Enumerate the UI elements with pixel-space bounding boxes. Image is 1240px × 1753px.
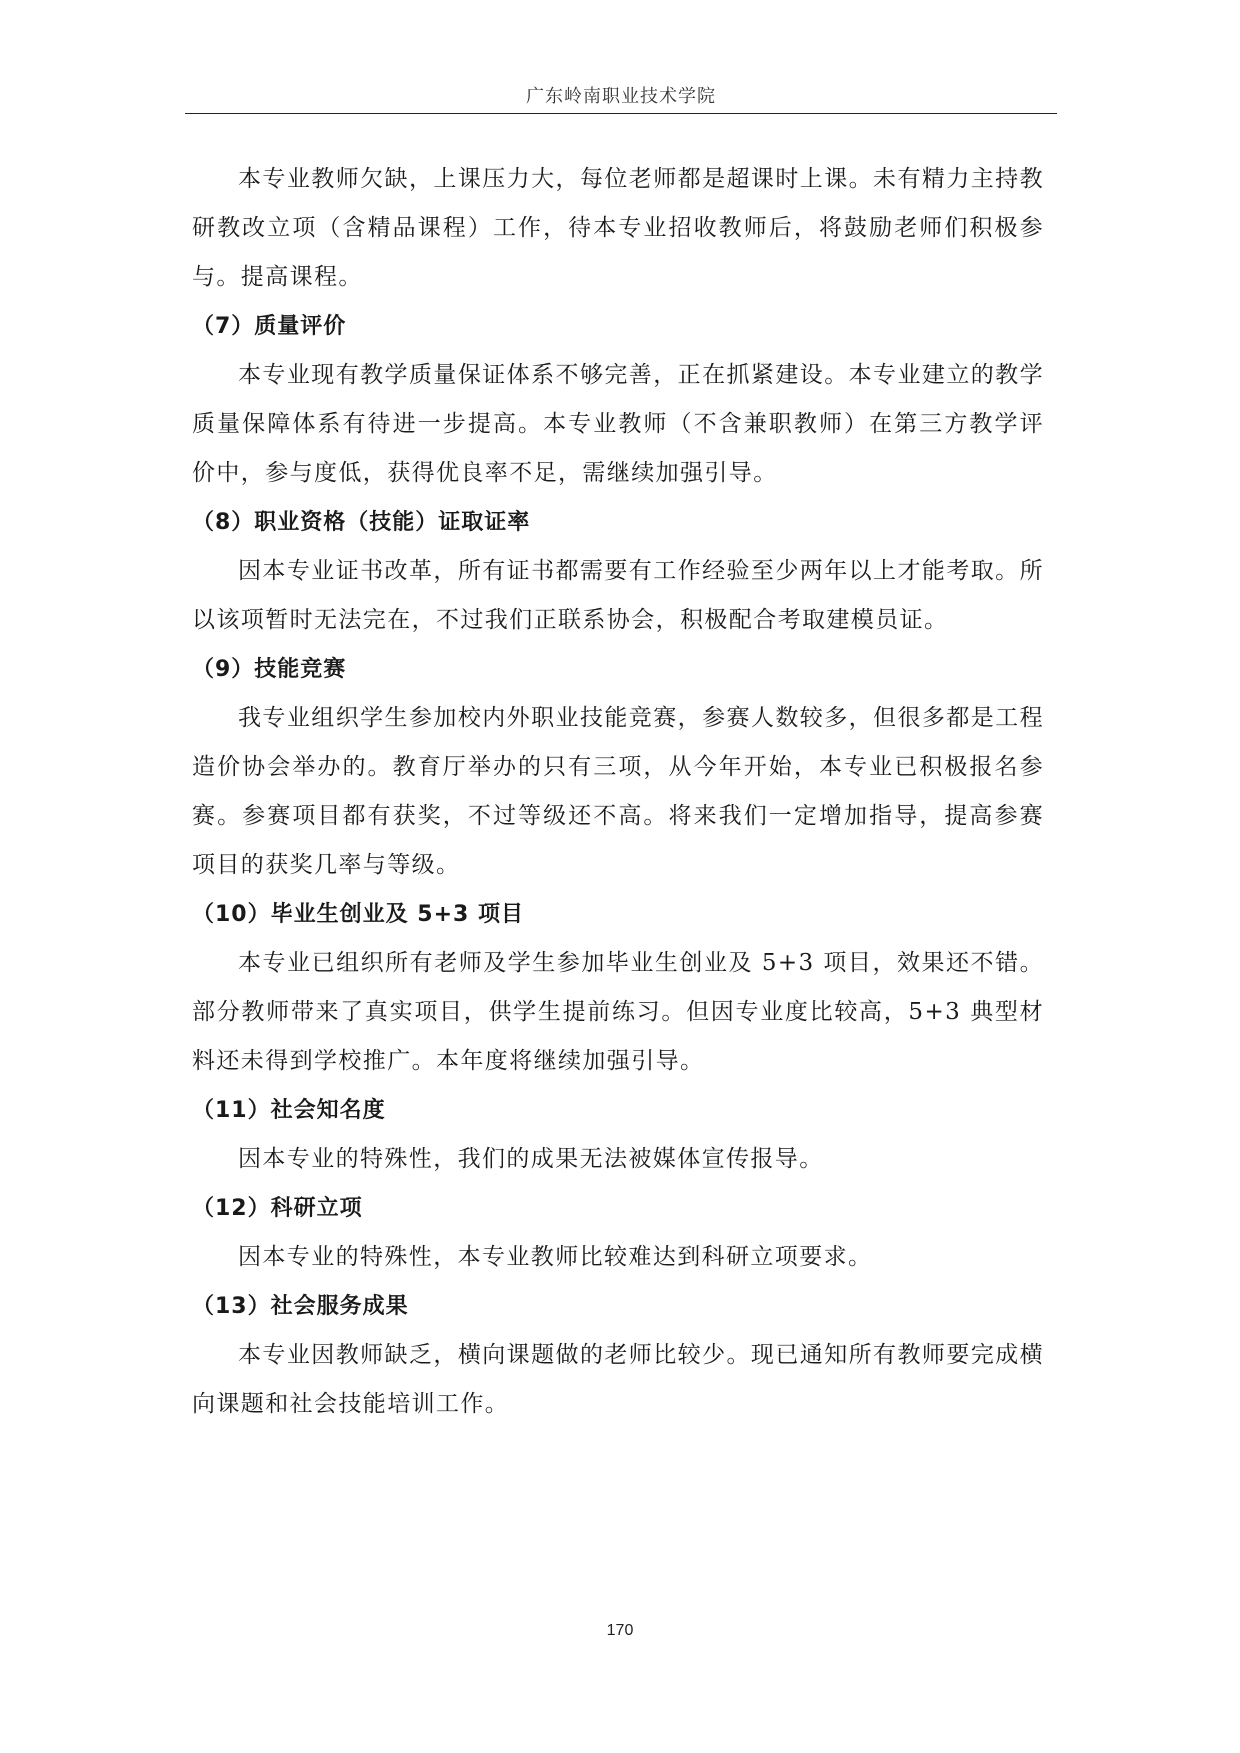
section-heading-graduate-entrepreneurship: （10）毕业生创业及 5+3 项目 (192, 902, 524, 927)
paragraph-skills-competition: 我专业组织学生参加校内外职业技能竞赛，参赛人数较多，但很多都是工程造价协会举办的。教育厅举办的只有三项，从今年开始，本专业已积极报名参赛。参赛项目都有获奖，不过等级还不高。将来我们一定增加指导，提高参赛项目的获奖几率与等级。 (192, 705, 1044, 878)
section-heading-certification-rate: （8）职业资格（技能）证取证率 (192, 510, 531, 535)
paragraph-graduate-entrepreneurship: 本专业已组织所有老师及学生参加毕业生创业及 5+3 项目，效果还不错。部分教师带来了真实项目，供学生提前练习。但因专业度比较高，5+3 典型材料还未得到学校推广。本年度将继续加强引导。 (192, 950, 1044, 1074)
paragraph-quality-evaluation: 本专业现有教学质量保证体系不够完善，正在抓紧建设。本专业建立的教学质量保障体系有待进一步提高。本专业教师（不含兼职教师）在第三方教学评价中，参与度低，获得优良率不足，需继续加强引导。 (192, 362, 1044, 486)
section-heading-social-reputation: （11）社会知名度 (192, 1098, 386, 1123)
page-number: 170 (606, 1622, 634, 1639)
paragraph-certification-rate: 因本专业证书改革，所有证书都需要有工作经验至少两年以上才能考取。所以该项暂时无法完在，不过我们正联系协会，积极配合考取建模员证。 (192, 558, 1044, 633)
page-header-title: 广东岭南职业技术学院 (526, 86, 716, 107)
header-divider (185, 113, 1057, 114)
paragraph-teaching-reform: 本专业教师欠缺，上课压力大，每位老师都是超课时上课。未有精力主持教研教改立项（含精品课程）工作，待本专业招收教师后，将鼓励老师们积极参与。提高课程。 (192, 166, 1044, 290)
section-heading-skills-competition: （9）技能竞赛 (192, 657, 347, 682)
section-heading-social-service: （13）社会服务成果 (192, 1294, 409, 1319)
section-heading-quality-evaluation: （7）质量评价 (192, 314, 347, 339)
paragraph-research-projects: 因本专业的特殊性，本专业教师比较难达到科研立项要求。 (238, 1244, 873, 1270)
section-heading-research-projects: （12）科研立项 (192, 1196, 363, 1221)
paragraph-social-reputation: 因本专业的特殊性，我们的成果无法被媒体宣传报导。 (238, 1146, 824, 1172)
paragraph-social-service: 本专业因教师缺乏，横向课题做的老师比较少。现已通知所有教师要完成横向课题和社会技能培训工作。 (192, 1342, 1044, 1417)
document-body (192, 155, 1044, 1429)
